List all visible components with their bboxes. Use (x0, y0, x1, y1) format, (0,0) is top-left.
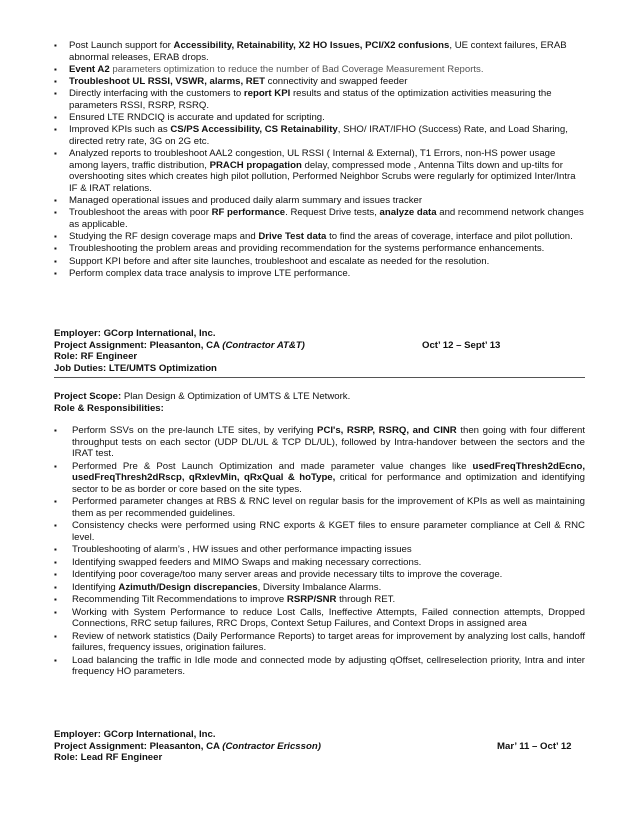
list-item-text: usedFreqThresh2dEcno, usedFreqThresh2dRscp, qRxlevMin, qRxQual & hoType, (72, 460, 585, 483)
bullet-icon: ▪ (54, 655, 57, 665)
list-item-text: Directly interfacing with the customers to (69, 88, 244, 100)
list-item (54, 655, 585, 678)
bullet-icon: ▪ (54, 149, 57, 159)
list-item-text: delay, compressed mode , Antenna Tilts down and up-tilts for overshooting sites which creates high pilot pollution, Performed Neighbor Scrubs were regularly for optimized Inter/Intra IF & IRAT relations. (69, 159, 576, 194)
list-item-text: Ensured LTE RNDCIQ is accurate and updated for scripting. (69, 112, 325, 124)
list-item-text: Consistency checks were performed using RNC exports & KGET files to ensure parameter compliance at Cell & RNC level. (72, 520, 585, 543)
list-item (54, 148, 585, 194)
list-item (54, 88, 585, 111)
list-item (54, 231, 585, 243)
list-item-text: Identifying (72, 581, 119, 593)
list-item (54, 124, 585, 147)
list-item (54, 64, 585, 76)
list-item-text: report KPI (243, 88, 291, 100)
bullet-icon: ▪ (54, 497, 57, 506)
bullet-icon: ▪ (54, 113, 57, 123)
employer-line: Employer: GCorp International, Inc. (54, 328, 216, 339)
bullet-icon: ▪ (54, 77, 57, 87)
scope-text: Plan Design & Optimization of UMTS & LTE Network. (121, 391, 351, 402)
bullet-icon: ▪ (54, 41, 57, 50)
assignment-line: Project Assignment: Pleasanton, CA (Contractor Ericsson) Mar’ 11 – Oct’ 12 (54, 740, 572, 752)
role-line: Role: RF Engineer (54, 351, 138, 362)
bullet-icon: ▪ (54, 244, 57, 254)
list-item-text: results and status of the optimization activities measuring the parameters RSSI, RSRP, RSRQ. (69, 88, 552, 111)
bullet-icon: ▪ (54, 521, 57, 530)
list-item-text: Azimuth/Design discrepancies (118, 581, 258, 593)
roles-heading: Role & Responsibilities: (54, 402, 164, 414)
list-item-text: , SHO/ IRAT/IFHO (Success) Rate, and Load Sharing, directed retry rate, 3G on 2G etc. (69, 124, 568, 147)
list-item-text: Identifying swapped feeders and MIMO Swaps and making necessary corrections. (72, 556, 422, 568)
list-item-text: Performed Pre & Post Launch Optimization and made parameter value changes like (72, 460, 473, 472)
list-item (54, 594, 585, 606)
list-item (54, 195, 585, 207)
bullet-icon: ▪ (54, 256, 57, 266)
section-divider (54, 377, 585, 378)
list-item (54, 569, 585, 581)
duties-line: Job Duties: LTE/UMTS Optimization (54, 362, 217, 374)
list-item-text: . Request Drive tests, (285, 207, 380, 219)
bullet-icon: ▪ (54, 545, 57, 554)
list-item-text: Drive Test data (258, 231, 327, 243)
list-item-text: , Diversity Imbalance Alarms. (257, 581, 382, 593)
bullet-icon: ▪ (54, 269, 57, 279)
bullet-icon: ▪ (54, 595, 57, 604)
list-item-text: Post Launch support for (69, 40, 174, 51)
list-item (54, 112, 585, 124)
responsibilities-list-1 (54, 40, 585, 280)
list-item (54, 461, 585, 496)
bullet-icon: ▪ (54, 125, 57, 135)
job-dates: Mar’ 11 – Oct’ 12 (497, 740, 572, 752)
bullet-icon: ▪ (54, 570, 57, 579)
list-item-text: Analyzed reports to troubleshoot AAL2 congestion, UL RSSI ( Internal & External), T1 Errors, non-HS power usage among layers, traffic distribution, (69, 148, 556, 171)
list-item (54, 557, 585, 569)
list-item-text: Identifying poor coverage/too many server areas and provide necessary tilts to improve the coverage. (72, 569, 503, 580)
list-item-text: Load balancing the traffic in Idle mode and connected mode by adjusting qOffset, cellreselection priority, Intra and inter frequency HO parameters. (72, 654, 585, 677)
list-item-text: Event A2 (69, 63, 110, 75)
list-item-text: Performed parameter changes at RBS & RNC level on regular basis for the improvement of KPIs as well as maintaining them as per recommended guidelines. (72, 496, 585, 519)
list-item (54, 607, 585, 630)
list-item-text: connectivity and swapped feeder (265, 76, 408, 88)
assignment-line: Project Assignment: Pleasanton, CA (Contractor AT&T) Oct’ 12 – Sept’ 13 (54, 339, 501, 351)
bullet-icon: ▪ (54, 607, 57, 617)
job-dates: Oct’ 12 – Sept’ 13 (422, 339, 501, 351)
bullet-icon: ▪ (54, 631, 57, 641)
list-item-text: Working with System Performance to reduce Lost Calls, Ineffective Attempts, Failed connection attempts, Dropped Connections, RRC setup failures, RRC Drops, Context Setup Failures, and Context Drops in assigned area (72, 606, 585, 629)
list-item-text: Managed operational issues and produced daily alarm summary and issues tracker (69, 195, 423, 207)
bullet-icon: ▪ (54, 557, 57, 567)
list-item-text: CS/PS Accessibility, CS Retainability (170, 124, 338, 136)
list-item-text: critical for performance and optimization and identifying sector to be as border or core based on the site types. (72, 472, 585, 495)
list-item-text: Perform complex data trace analysis to improve LTE performance. (69, 268, 351, 280)
list-item-text: through RET. (336, 594, 396, 605)
list-item-text: RSRP/SNR (286, 594, 337, 605)
list-item-text: Troubleshooting of alarm’s , HW issues and other performance impacting issues (72, 544, 412, 555)
bullet-icon: ▪ (54, 208, 57, 218)
list-item (54, 425, 585, 460)
list-item-text: , UE context failures, ERAB abnormal releases, ERAB drops. (69, 40, 567, 63)
bullet-icon: ▪ (54, 89, 57, 99)
contractor-name: (Contractor Ericsson) (222, 740, 321, 752)
list-item-text: Improved KPIs such as (69, 124, 171, 136)
list-item (54, 582, 585, 594)
list-item (54, 207, 585, 230)
bullet-icon: ▪ (54, 461, 57, 471)
list-item-text: Troubleshoot UL RSSI, VSWR, alarms, RET (69, 76, 265, 88)
list-item-text: to find the areas of coverage, interface and pilot pollution. (326, 231, 573, 243)
job-header-1 (54, 328, 585, 374)
bullet-icon: ▪ (54, 582, 57, 592)
list-item-text: Studying the RF design coverage maps and (69, 231, 259, 243)
list-item-text: then going with four different throughput tests on each sector (UDP DL/UL & TCP DL/UL), followed by Intra-handover between the sectors and the IRAT test. (72, 425, 585, 459)
list-item-text: Troubleshoot the areas with poor (69, 207, 212, 219)
bullet-icon: ▪ (54, 196, 57, 206)
list-item (54, 631, 585, 654)
list-item (54, 40, 585, 63)
bullet-icon: ▪ (54, 232, 57, 242)
list-item-text: PRACH propagation (209, 159, 302, 171)
list-item-text: Perform SSVs on the pre-launch LTE sites, by verifying (72, 425, 318, 436)
list-item (54, 76, 585, 88)
list-item-text: Recommending Tilt Recommendations to improve (72, 594, 287, 605)
list-item-text: Troubleshooting the problem areas and providing recommendation for the systems performance enhancements. (69, 243, 545, 255)
bullet-icon: ▪ (54, 426, 57, 435)
role-line: Role: Lead RF Engineer (54, 752, 163, 763)
list-item (54, 268, 585, 280)
scope-label: Project Scope: (54, 391, 122, 402)
list-item (54, 256, 585, 268)
list-item-text: and recommend network changes as applicable. (69, 207, 584, 230)
project-scope (54, 391, 585, 414)
job-header-2 (54, 729, 585, 764)
list-item-text: Review of network statistics (Daily Performance Reports) to target areas for improvement by analyzing lost calls, handoff failures, frequency issues, origination failures. (72, 630, 585, 653)
list-item-text: analyze data (379, 207, 437, 219)
list-item-text: RF performance (211, 207, 286, 219)
list-item-text: parameters optimization to reduce the number of Bad Coverage Measurement Reports. (109, 63, 484, 75)
list-item-text: Accessibility, Retainability, X2 HO Issues, PCI/X2 confusions (173, 40, 450, 51)
list-item (54, 544, 585, 556)
list-item (54, 520, 585, 543)
list-item-text: PCI's, RSRP, RSRQ, and CINR (317, 425, 457, 436)
responsibilities-list-2 (54, 425, 585, 679)
list-item (54, 243, 585, 255)
list-item-text: Support KPI before and after site launches, troubleshoot and escalate as needed for the resolution. (69, 255, 490, 267)
bullet-icon: ▪ (54, 64, 57, 74)
list-item (54, 496, 585, 519)
employer-line: Employer: GCorp International, Inc. (54, 729, 216, 740)
contractor-name: (Contractor AT&T) (222, 339, 305, 351)
